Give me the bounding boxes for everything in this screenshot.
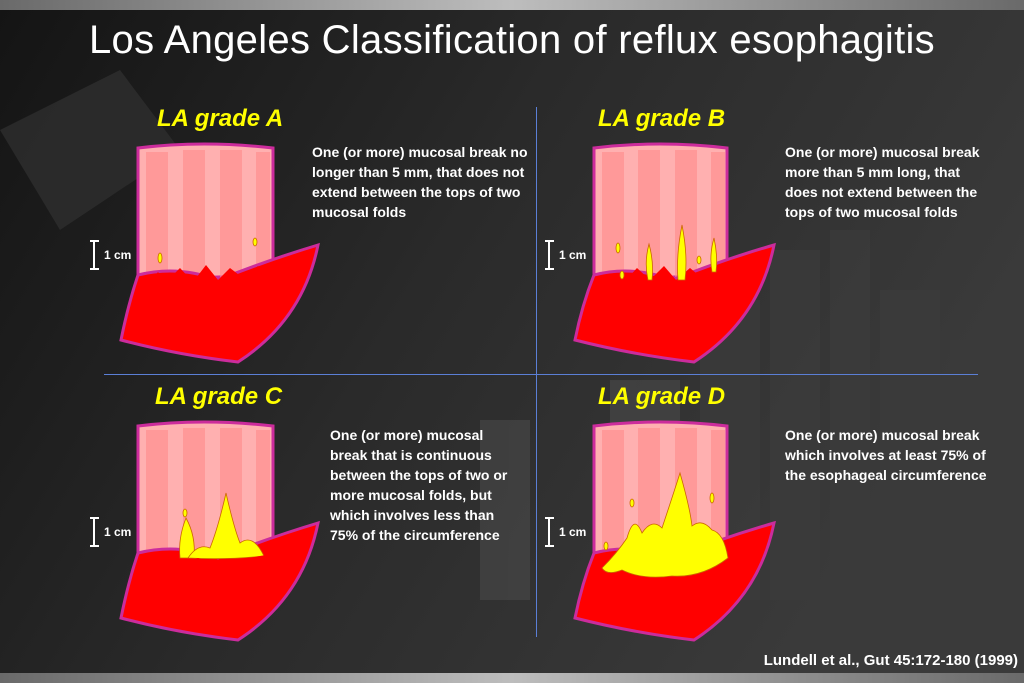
grade-b-title: LA grade B [598,105,726,132]
grade-b-scale-bar [545,240,554,270]
vertical-divider [536,107,537,637]
grade-a-scale-bar [90,240,99,270]
grade-d-scale-label: 1 cm [559,525,587,539]
horizontal-divider [104,374,978,375]
grade-d-esophagus-illustration [572,418,777,643]
grade-a-title: LA grade A [157,105,284,132]
grade-b-esophagus-tube [575,144,774,362]
grade-b-esophagus-illustration [572,140,777,365]
grade-d-title: LA grade D [598,383,726,410]
grade-c-scale-label: 1 cm [104,525,132,539]
grade-c-esophagus-illustration [118,418,323,643]
grade-b-description: One (or more) mucosal break more than 5 mm long, that does not extend between the tops of two mucosal folds [785,144,980,220]
grade-b-scale-label: 1 cm [559,248,587,262]
grade-c-title: LA grade C [155,383,283,410]
grade-c-description: One (or more) mucosal break that is continuous between the tops of two or more mucosal folds, but which involves less than 75% of the circumference [330,427,508,543]
grade-a-esophagus-illustration [118,140,323,365]
slide-title: Los Angeles Classification of reflux esophagitis [89,18,935,62]
grade-d-description: One (or more) mucosal break which involves at least 75% of the esophageal circumference [785,427,987,483]
grade-d-scale-bar [545,517,554,547]
grade-a-description: One (or more) mucosal break no longer than 5 mm, that does not extend between the tops of two mucosal folds [312,144,528,220]
grade-c-scale-bar [90,517,99,547]
grade-a-esophagus-tube [121,144,318,362]
grade-a-scale-label: 1 cm [104,248,132,262]
citation: Lundell et al., Gut 45:172-180 (1999) [763,652,1018,669]
